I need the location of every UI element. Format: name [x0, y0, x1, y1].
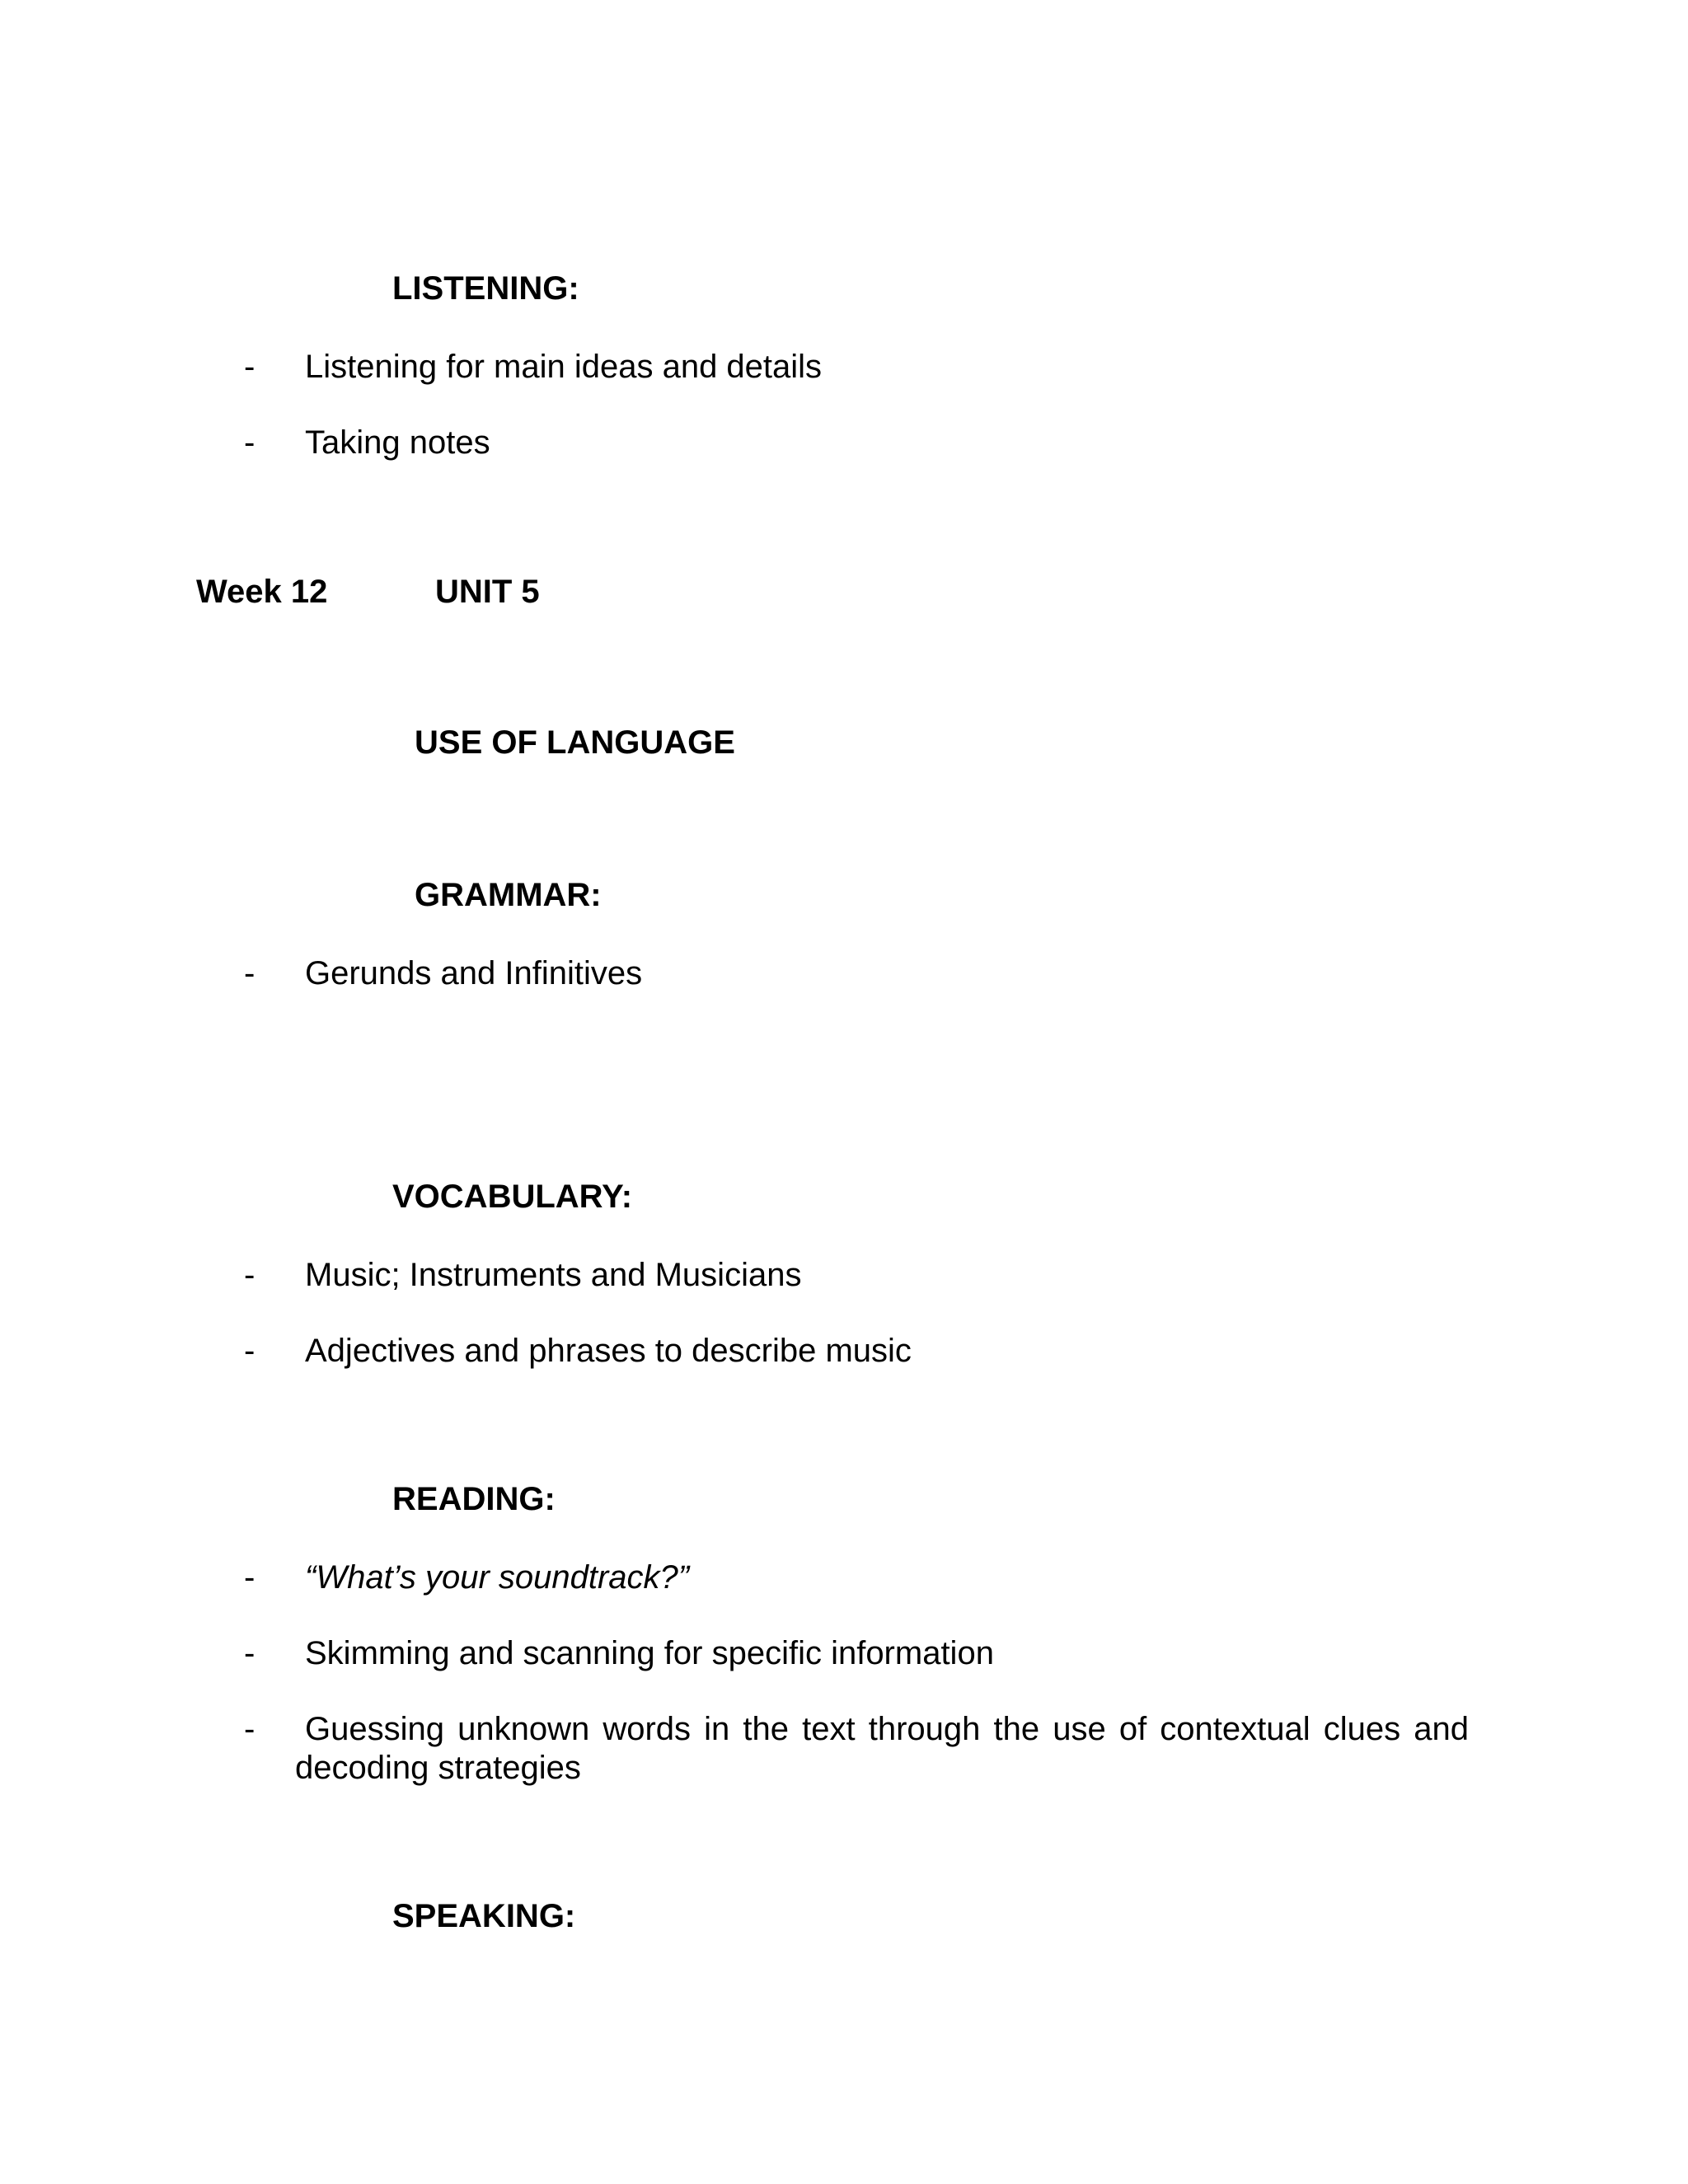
bullet-dash: -	[244, 1333, 256, 1369]
unit-label: UNIT 5	[435, 574, 540, 610]
bullet-dash: -	[244, 1635, 256, 1671]
vocabulary-item-2: Adjectives and phrases to describe music	[305, 1333, 912, 1369]
bullet-dash: -	[244, 1559, 256, 1596]
vocabulary-heading: VOCABULARY:	[392, 1179, 633, 1215]
listening-heading: LISTENING:	[392, 270, 579, 307]
bullet-dash: -	[244, 349, 256, 385]
bullet-dash: -	[244, 955, 256, 991]
bullet-dash: -	[244, 1257, 256, 1293]
reading-item-3-continuation: decoding strategies	[295, 1750, 581, 1786]
listening-item-1: Listening for main ideas and details	[305, 349, 823, 385]
grammar-heading: GRAMMAR:	[415, 877, 602, 913]
reading-item-2: Skimming and scanning for specific information	[305, 1635, 994, 1671]
speaking-heading: SPEAKING:	[392, 1898, 576, 1934]
bullet-dash: -	[244, 424, 256, 461]
listening-item-2: Taking notes	[305, 424, 490, 461]
vocabulary-item-1: Music; Instruments and Musicians	[305, 1257, 802, 1293]
grammar-item-1: Gerunds and Infinitives	[305, 955, 643, 991]
week-label: Week 12	[196, 574, 328, 610]
reading-heading: READING:	[392, 1481, 556, 1517]
reading-item-3: Guessing unknown words in the text through the use of contextual clues and	[305, 1711, 1469, 1747]
use-of-language-heading: USE OF LANGUAGE	[415, 724, 735, 761]
bullet-dash: -	[244, 1711, 256, 1747]
reading-item-1: “What’s your soundtrack?”	[305, 1559, 690, 1596]
